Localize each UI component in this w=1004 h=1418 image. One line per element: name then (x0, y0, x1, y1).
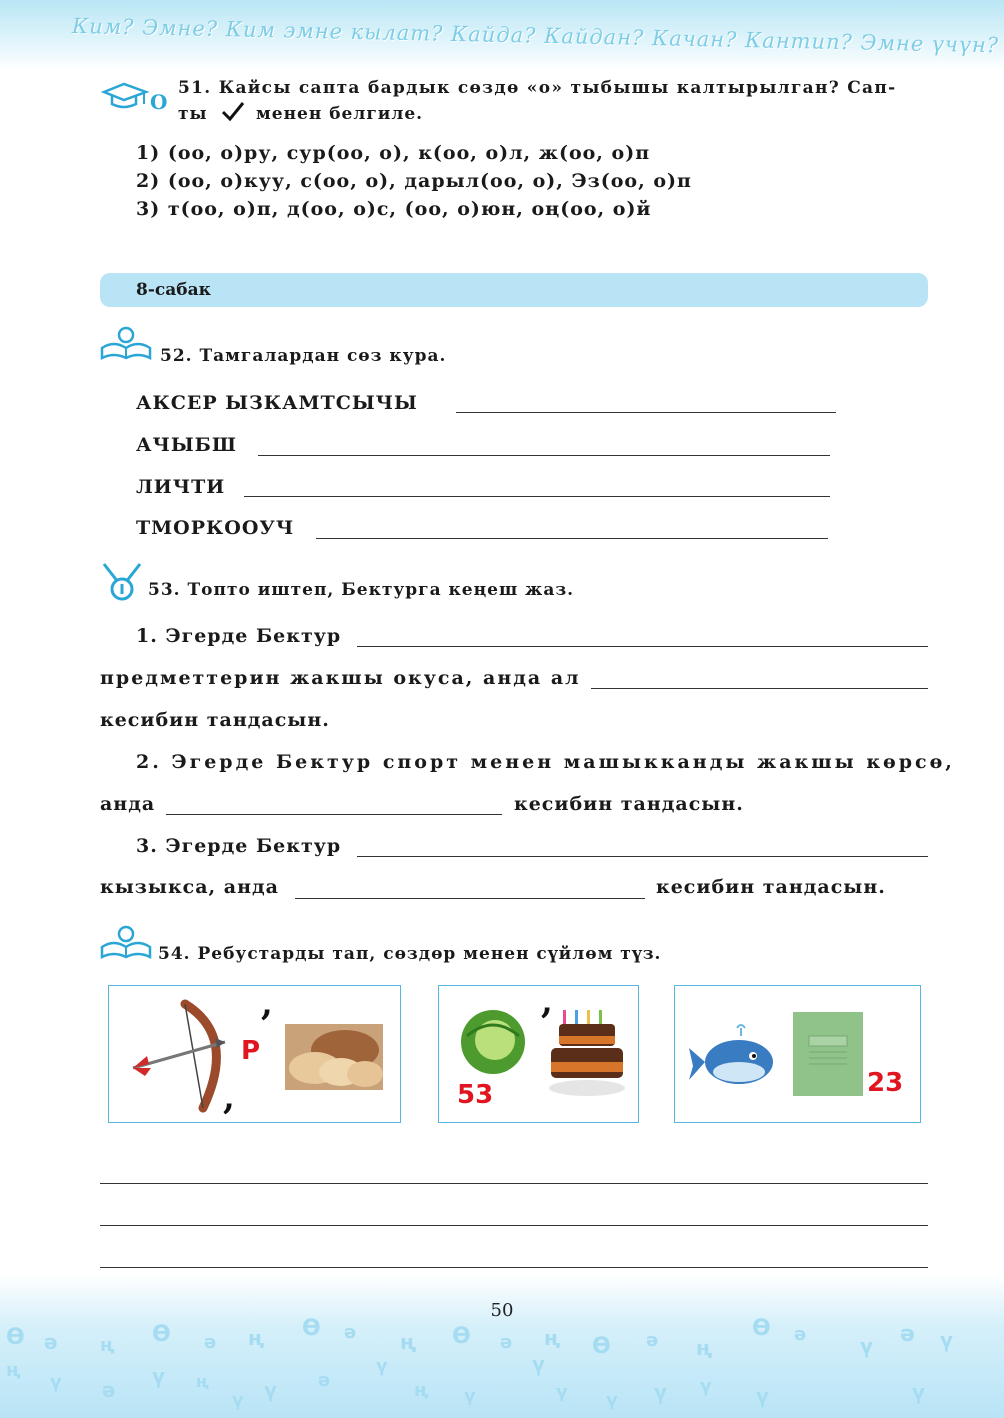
task53-line-2: предметтерин жакшы окуса, анда ал (100, 667, 581, 689)
task53-line-1: 1. Эгерде Бектур (136, 625, 342, 647)
decorative-letter: Ө (592, 1334, 611, 1359)
rebus1-letter: Р (241, 1036, 261, 1066)
bow-and-arrow-icon (125, 996, 235, 1116)
task53-line-5b: кесибин тандасын. (514, 793, 744, 815)
task53-line-7a: кызыкса, анда (100, 876, 279, 898)
lesson-header-bar (100, 273, 928, 307)
decorative-letter: ү (152, 1364, 166, 1388)
notebook-icon (793, 1012, 863, 1096)
rebus2-number: 53 (457, 1080, 494, 1110)
task51-option-1: 1) (оо, о)ру, сур(оо, о), к(оо, о)л, ж(оо, о)п (136, 142, 651, 164)
task53-line-7b: кесибин тандасын. (656, 876, 886, 898)
checkmark-icon (220, 100, 246, 122)
task52-answer-line-2[interactable] (258, 455, 830, 456)
decorative-letter: ү (912, 1380, 926, 1404)
decorative-letter: ң (400, 1330, 417, 1354)
decorative-letter: Ө (452, 1324, 471, 1349)
decorative-letter: ү (700, 1376, 712, 1397)
task52-answer-line-3[interactable] (244, 496, 830, 497)
task51-title-line2-start: ты (178, 104, 208, 124)
decorative-letter: ү (606, 1390, 618, 1411)
decorative-letter: ə (102, 1378, 116, 1402)
rebus3-number: 23 (867, 1068, 904, 1098)
task53-answer-line-1[interactable] (357, 646, 928, 647)
rebus2-comma: , (541, 982, 553, 1022)
task52-answer-line-4[interactable] (316, 538, 828, 539)
decorative-letter: Ө (152, 1322, 171, 1347)
task53-line-5a: анда (100, 793, 156, 815)
decorative-letter: ə (318, 1370, 331, 1391)
decorative-letter: ң (248, 1326, 265, 1350)
rebus1-comma-top: , (261, 984, 273, 1024)
task53-line-4: 2. Эгерде Бектур спорт менен машыкканды жакшы көрсө, (136, 751, 955, 773)
task54-answer-line-2[interactable] (100, 1225, 928, 1226)
decorative-letter: ң (696, 1336, 713, 1360)
decorative-letter: ү (232, 1390, 244, 1411)
task53-answer-line-5[interactable] (295, 898, 645, 899)
decorative-letter: Ө (302, 1316, 321, 1341)
decorative-letter: ə (500, 1332, 513, 1353)
decorative-letter: ə (204, 1332, 217, 1353)
decorative-letter: ң (544, 1326, 561, 1350)
decorative-letter: ə (44, 1330, 58, 1354)
task54-title: 54. Ребустарды тап, сөздөр менен сүйлөм түз. (158, 944, 662, 964)
rebus-card-2 (438, 982, 639, 1123)
decorative-letter: ү (376, 1356, 388, 1377)
decorative-letter: ү (860, 1334, 874, 1358)
decorative-letter: ү (50, 1372, 62, 1393)
task52-answer-line-1[interactable] (456, 412, 836, 413)
header-question-words: Ким? Эмне? Ким эмне кылат? Кайда? Кайдан? Качан? Кантип? Эмне үчүн? (71, 14, 1000, 58)
task53-line-6: 3. Эгерде Бектур (136, 835, 342, 857)
decorative-letter: Ө (6, 1325, 25, 1350)
bread-loaf-icon (285, 1024, 383, 1090)
page-number: 50 (490, 1300, 514, 1321)
decorative-letter: ң (196, 1372, 209, 1391)
task52-word-3: ЛИЧТИ (136, 476, 226, 498)
task53-line-3: кесибин тандасын. (100, 709, 330, 731)
task53-title: 53. Топто иштеп, Бектурга кеңеш жаз. (148, 580, 575, 600)
decorative-letter: ң (414, 1380, 429, 1401)
task52-word-1: АКСЕР ЫЗКАМТСЫЧЫ (136, 392, 418, 414)
task51-title-line2-end: менен белгиле. (256, 104, 424, 124)
rebus-card-1 (108, 985, 401, 1123)
decorative-letter: ү (654, 1380, 668, 1404)
task51-icon-letter: О (150, 90, 169, 114)
task54-answer-line-3[interactable] (100, 1267, 928, 1268)
medal-icon (100, 562, 144, 602)
rebus1-comma-bottom: , (223, 1078, 235, 1118)
decorative-letter: ү (556, 1382, 568, 1403)
decorative-letter: ү (532, 1352, 546, 1376)
decorative-letter: ү (756, 1384, 770, 1408)
task52-title: 52. Тамгалардан сөз кура. (160, 346, 447, 366)
decorative-letter: ə (646, 1330, 659, 1351)
decorative-letter: ə (794, 1324, 807, 1345)
decorative-letter: ə (900, 1322, 915, 1347)
cabbage-icon (457, 1006, 529, 1076)
task52-word-2: АЧЫБШ (136, 434, 237, 456)
book-reader-icon (100, 925, 152, 963)
decorative-letter: ү (264, 1378, 278, 1402)
book-reader-icon (100, 326, 152, 364)
decorative-letter: ү (464, 1386, 476, 1407)
birthday-cake-icon (547, 1008, 627, 1106)
lesson-label: 8-сабак (136, 280, 211, 300)
decorative-letter: ə (344, 1322, 357, 1343)
task51-title: 51. Кайсы сапта бардык сөздө «о» тыбышы калтырылган? Сап- (178, 78, 897, 98)
task51-option-2: 2) (оо, о)куу, с(оо, о), дарыл(оо, о), Эз(оо, о)п (136, 170, 692, 192)
decorative-letter: ү (940, 1328, 954, 1352)
whale-icon (687, 1022, 779, 1092)
rebus-card-3 (674, 985, 921, 1123)
decorative-letter: Ө (752, 1316, 771, 1341)
task53-answer-line-2[interactable] (591, 688, 928, 689)
decorative-letter: ң (100, 1335, 115, 1356)
task52-word-4: ТМОРКООУЧ (136, 517, 295, 539)
decorative-letter: ң (6, 1360, 21, 1381)
task53-answer-line-3[interactable] (166, 814, 502, 815)
task54-answer-line-1[interactable] (100, 1183, 928, 1184)
task51-option-3: 3) т(оо, о)п, д(оо, о)с, (оо, о)юн, оң(оо, о)й (136, 198, 652, 220)
task53-answer-line-4[interactable] (357, 856, 928, 857)
